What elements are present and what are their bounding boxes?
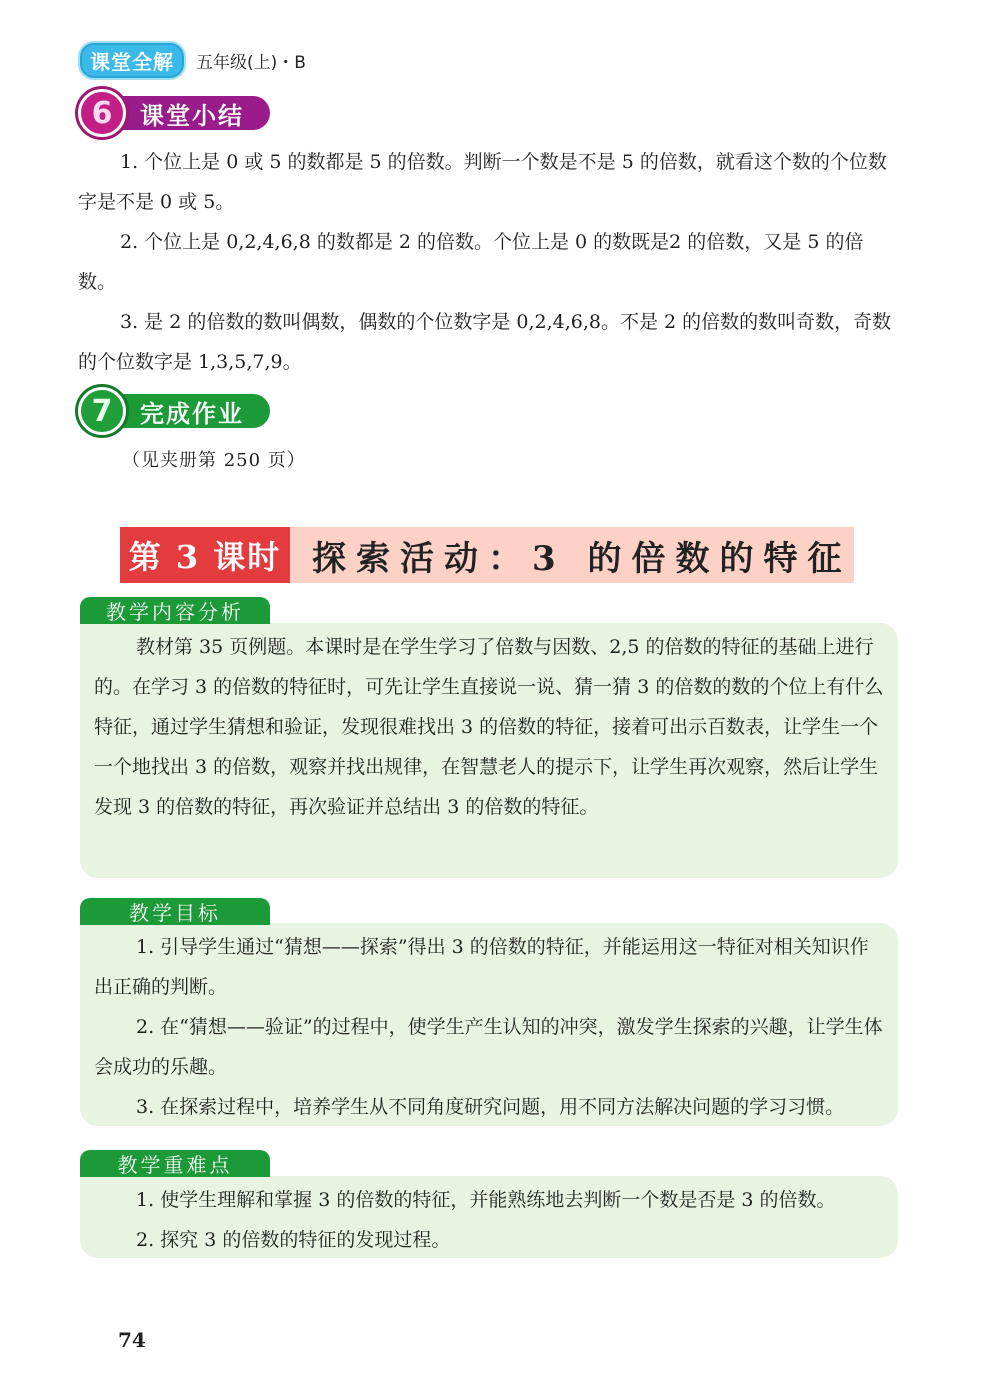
book-title: 五年级(上)・B: [196, 52, 306, 73]
lesson-title: 探索活动：3 的倍数的特征: [290, 527, 854, 583]
content-analysis-tab: 教学内容分析: [80, 597, 270, 624]
content-analysis-box: [80, 623, 898, 878]
key-points-box: [80, 1176, 898, 1258]
homework-note: （见夹册第 250 页）: [122, 450, 306, 471]
summary-item-2: 2. 个位上是 0,2,4,6,8 的数都是 2 的倍数。个位上是 0 的数既是2 的倍数，又是 5 的倍数。: [78, 231, 864, 293]
homework-heading: [78, 389, 270, 433]
goal-item-2: 2. 在“猜想——验证”的过程中，使学生产生认知的冲突，激发学生探索的兴趣，让学生体会成功的乐趣。: [94, 1016, 883, 1078]
section-title: 课堂小结: [112, 96, 270, 130]
summary-item-3: 3. 是 2 的倍数的数叫偶数，偶数的个位数字是 0,2,4,6,8。不是 2 的倍数的数叫奇数，奇数的个位数字是 1,3,5,7,9。: [78, 311, 892, 373]
series-logo: 课堂全解: [78, 41, 186, 80]
summary-heading: [78, 91, 270, 135]
section-number-badge: 7: [78, 387, 126, 435]
page-number: 74: [118, 1328, 146, 1352]
summary-item-1: 1. 个位上是 0 或 5 的数都是 5 的倍数。判断一个数是不是 5 的倍数，就看这个数的个位数字是不是 0 或 5。: [78, 151, 887, 213]
key-point-item-1: 1. 使学生理解和掌握 3 的倍数的特征，并能熟练地去判断一个数是否是 3 的倍数。: [136, 1189, 836, 1211]
lesson-banner: [120, 527, 854, 583]
goals-box: [80, 923, 898, 1126]
lesson-label: 第 3 课时: [120, 527, 290, 583]
goals-tab: 教学目标: [80, 898, 270, 925]
key-points-tab: 教学重难点: [80, 1150, 270, 1177]
key-point-item-2: 2. 探究 3 的倍数的特征的发现过程。: [136, 1229, 451, 1251]
page-header: [78, 44, 306, 76]
section-title: 完成作业: [112, 394, 270, 428]
goal-item-3: 3. 在探索过程中，培养学生从不同角度研究问题，用不同方法解决问题的学习习惯。: [136, 1096, 845, 1118]
section-number-badge: 6: [78, 89, 126, 137]
content-analysis-text: 教材第 35 页例题。本课时是在学生学习了倍数与因数、2,5 的倍数的特征的基础上进行的。在学习 3 的倍数的特征时，可先让学生直接说一说、猜一猜 3 的倍数的数的个位上有什么特征，通过学生猜想和验证，发现很难找出 3 的倍数的特征，接着可出示百数表，让学生一个一个地找出 3 的倍数，观察并找出规律，在智慧老人的提示下，让学生再次观察，然后让学生发现 3 的倍数的特征，再次验证并总结出 3 的倍数的特征。: [94, 636, 884, 818]
goal-item-1: 1. 引导学生通过“猜想——探索”得出 3 的倍数的特征，并能运用这一特征对相关知识作出正确的判断。: [94, 936, 869, 998]
